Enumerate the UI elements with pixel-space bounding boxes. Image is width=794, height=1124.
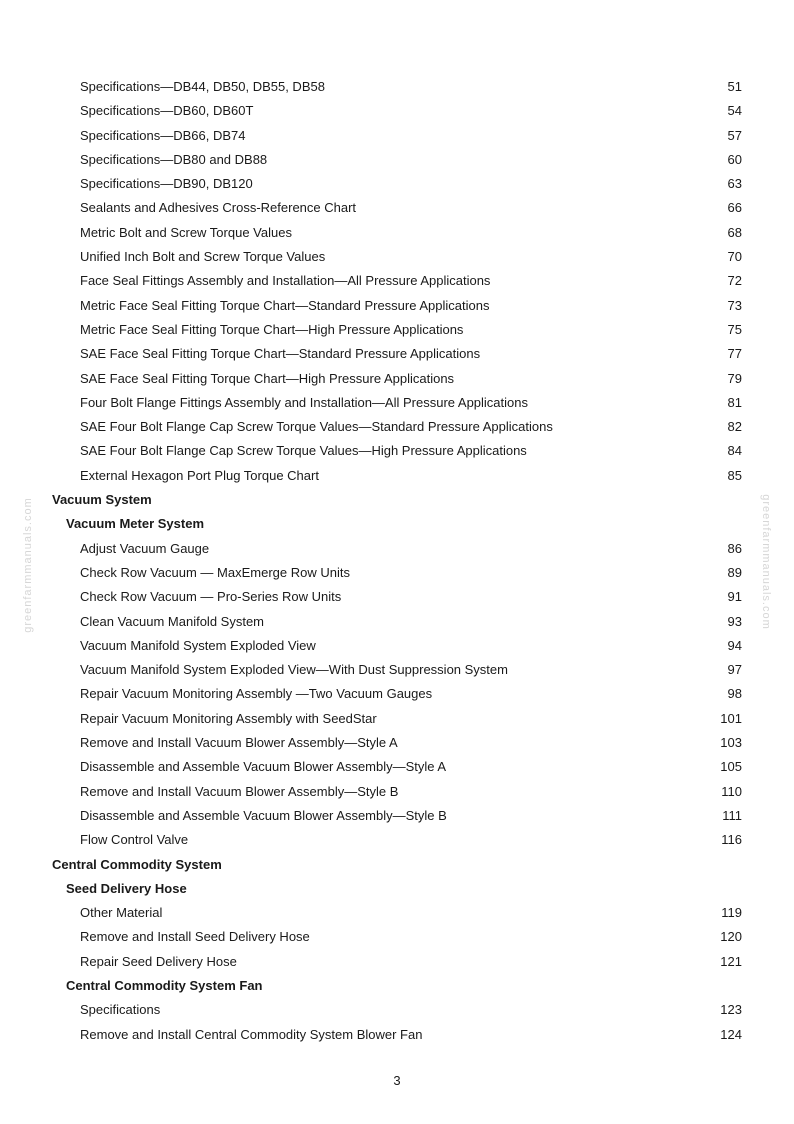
toc-entry-title: Vacuum Manifold System Exploded View—With Dust Suppression System [80,662,508,678]
toc-entry-title: Vacuum Manifold System Exploded View [80,637,316,653]
toc-entry-page: 75 [727,321,742,337]
toc-entry[interactable] [0,196,794,220]
toc-entry-page: 111 [722,807,742,823]
toc-entry-page: 60 [727,151,742,167]
toc-entry[interactable] [0,269,794,293]
toc-entry[interactable] [0,245,794,269]
toc-entry-title: SAE Four Bolt Flange Cap Screw Torque Values—Standard Pressure Applications [80,419,553,435]
toc-entry-page: 89 [727,564,742,580]
toc-entry-title: Other Material [80,905,163,921]
toc-entry-page: 57 [727,127,742,143]
toc-entry-page: 123 [720,1002,742,1018]
toc-entry-title: Unified Inch Bolt and Screw Torque Values [80,249,326,265]
toc-entry[interactable] [0,172,794,196]
watermark-left: greenfarmmanuals.com [22,497,34,633]
toc-entry[interactable] [0,780,794,804]
toc-entry-title: SAE Face Seal Fitting Torque Chart—Standard Pressure Applications [80,346,481,362]
toc-entry[interactable] [0,925,794,949]
toc-entry[interactable] [0,707,794,731]
toc-entry[interactable] [0,537,794,561]
toc-entry[interactable] [0,731,794,755]
toc-entry[interactable] [0,585,794,609]
toc-entry-title: Adjust Vacuum Gauge [80,540,210,556]
toc-entry[interactable] [0,342,794,366]
toc-entry-title: Seed Delivery Hose [66,880,187,896]
toc-entry-title: Face Seal Fittings Assembly and Installation—All Pressure Applications [80,273,491,289]
toc-subsection-heading [0,877,794,901]
toc-entry-title: SAE Four Bolt Flange Cap Screw Torque Values—High Pressure Applications [80,443,527,459]
toc-entry-title: Remove and Install Central Commodity System Blower Fan [80,1026,423,1042]
toc-entry-title: External Hexagon Port Plug Torque Chart [80,467,319,483]
toc-entry-title: Remove and Install Vacuum Blower Assembly—Style A [80,735,398,751]
toc-entry[interactable] [0,439,794,463]
toc-entry-title: Vacuum Meter System [66,516,205,532]
toc-entry-title: Repair Seed Delivery Hose [80,953,237,969]
toc-entry[interactable] [0,682,794,706]
toc-entry-title: Specifications [80,1002,161,1018]
toc-entry[interactable] [0,658,794,682]
toc-entry-page: 79 [727,370,742,386]
toc-subsection-heading [0,974,794,998]
toc-entry-title: Central Commodity System [52,856,222,872]
toc-entry-title: Check Row Vacuum — Pro-Series Row Units [80,589,342,605]
toc-section-heading [0,853,794,877]
toc-entry-page: 84 [727,443,742,459]
page-number: 3 [393,1073,401,1088]
toc-entry[interactable] [0,415,794,439]
toc-subsection-heading [0,512,794,536]
toc-entry-page: 86 [727,540,742,556]
toc-entry-page: 110 [721,783,742,799]
toc-entry[interactable] [0,294,794,318]
toc-entry[interactable] [0,950,794,974]
toc-entry-page: 91 [727,589,742,605]
toc-entry-page: 116 [721,832,742,848]
toc-entry-page: 85 [727,467,742,483]
toc-entry-page: 54 [727,103,742,119]
watermark-right: greenfarmmanuals.com [760,494,772,630]
toc-entry-title: SAE Face Seal Fitting Torque Chart—High Pressure Applications [80,370,455,386]
toc-entry-title: Disassemble and Assemble Vacuum Blower Assembly—Style A [80,759,447,775]
toc-entry-page: 68 [727,224,742,240]
toc-entry[interactable] [0,75,794,99]
toc-entry-title: Clean Vacuum Manifold System [80,613,265,629]
toc-entry-title: Sealants and Adhesives Cross-Reference Chart [80,200,357,216]
toc-entry-page: 120 [720,929,742,945]
toc-entry[interactable] [0,391,794,415]
toc-entry-page: 77 [727,346,742,362]
toc-entry[interactable] [0,998,794,1022]
toc-entry-page: 82 [727,419,742,435]
toc-entry-page: 66 [727,200,742,216]
toc-entry[interactable] [0,464,794,488]
toc-entry[interactable] [0,221,794,245]
toc-entry-page: 72 [727,273,742,289]
toc-entry-page: 105 [720,759,742,775]
toc-entry-title: Metric Bolt and Screw Torque Values [80,224,292,240]
toc-entry[interactable] [0,148,794,172]
toc-entry-page: 63 [727,176,742,192]
toc-entry[interactable] [0,804,794,828]
toc-entry-page: 73 [727,297,742,313]
toc-entry-title: Check Row Vacuum — MaxEmerge Row Units [80,564,350,580]
toc-entry-page: 119 [721,905,742,921]
toc-entry-title: Vacuum System [52,492,152,508]
toc-entry-title: Metric Face Seal Fitting Torque Chart—Standard Pressure Applications [80,297,490,313]
toc-entry-title: Specifications—DB44, DB50, DB55, DB58 [80,79,325,94]
toc-entry-title: Flow Control Valve [80,832,189,848]
toc-entry-title: Central Commodity System Fan [66,977,263,993]
toc-entry-page: 103 [720,735,742,751]
toc-entry-page: 81 [727,394,742,410]
toc-entry-page: 124 [720,1026,742,1042]
toc-entry-title: Specifications—DB80 and DB88 [80,151,268,167]
toc-entry-title: Specifications—DB66, DB74 [80,127,246,143]
toc-entry[interactable] [0,561,794,585]
toc-entry-title: Remove and Install Vacuum Blower Assembly—Style B [80,783,399,799]
toc-entry-page: 98 [727,686,742,702]
toc-entry-title: Specifications—DB60, DB60T [80,103,254,119]
toc-entry-title: Remove and Install Seed Delivery Hose [80,929,310,945]
toc-entry[interactable] [0,610,794,634]
toc-entry-title: Metric Face Seal Fitting Torque Chart—High Pressure Applications [80,321,464,337]
toc-entry-page: 101 [720,710,742,726]
toc-entry[interactable] [0,828,794,852]
toc-entry-title: Repair Vacuum Monitoring Assembly —Two Vacuum Gauges [80,686,433,702]
toc-entry-page: 70 [727,249,742,265]
toc-entry-title: Specifications—DB90, DB120 [80,176,253,192]
toc-entry[interactable] [0,318,794,342]
toc-entry-page: 121 [720,953,742,969]
toc-entry-page: 51 [727,79,742,94]
toc-entry-page: 97 [727,662,742,678]
toc-entry[interactable] [0,1023,794,1047]
toc-entry[interactable] [0,634,794,658]
toc-entry-title: Repair Vacuum Monitoring Assembly with SeedStar [80,710,377,726]
table-of-contents [0,75,794,1047]
toc-entry[interactable] [0,99,794,123]
toc-entry-page: 94 [727,637,742,653]
toc-entry[interactable] [0,367,794,391]
toc-entry[interactable] [0,124,794,148]
toc-entry[interactable] [0,755,794,779]
toc-entry-title: Four Bolt Flange Fittings Assembly and Installation—All Pressure Applications [80,394,528,410]
toc-entry-title: Disassemble and Assemble Vacuum Blower Assembly—Style B [80,807,447,823]
toc-section-heading [0,488,794,512]
toc-entry[interactable] [0,901,794,925]
toc-entry-page: 93 [727,613,742,629]
